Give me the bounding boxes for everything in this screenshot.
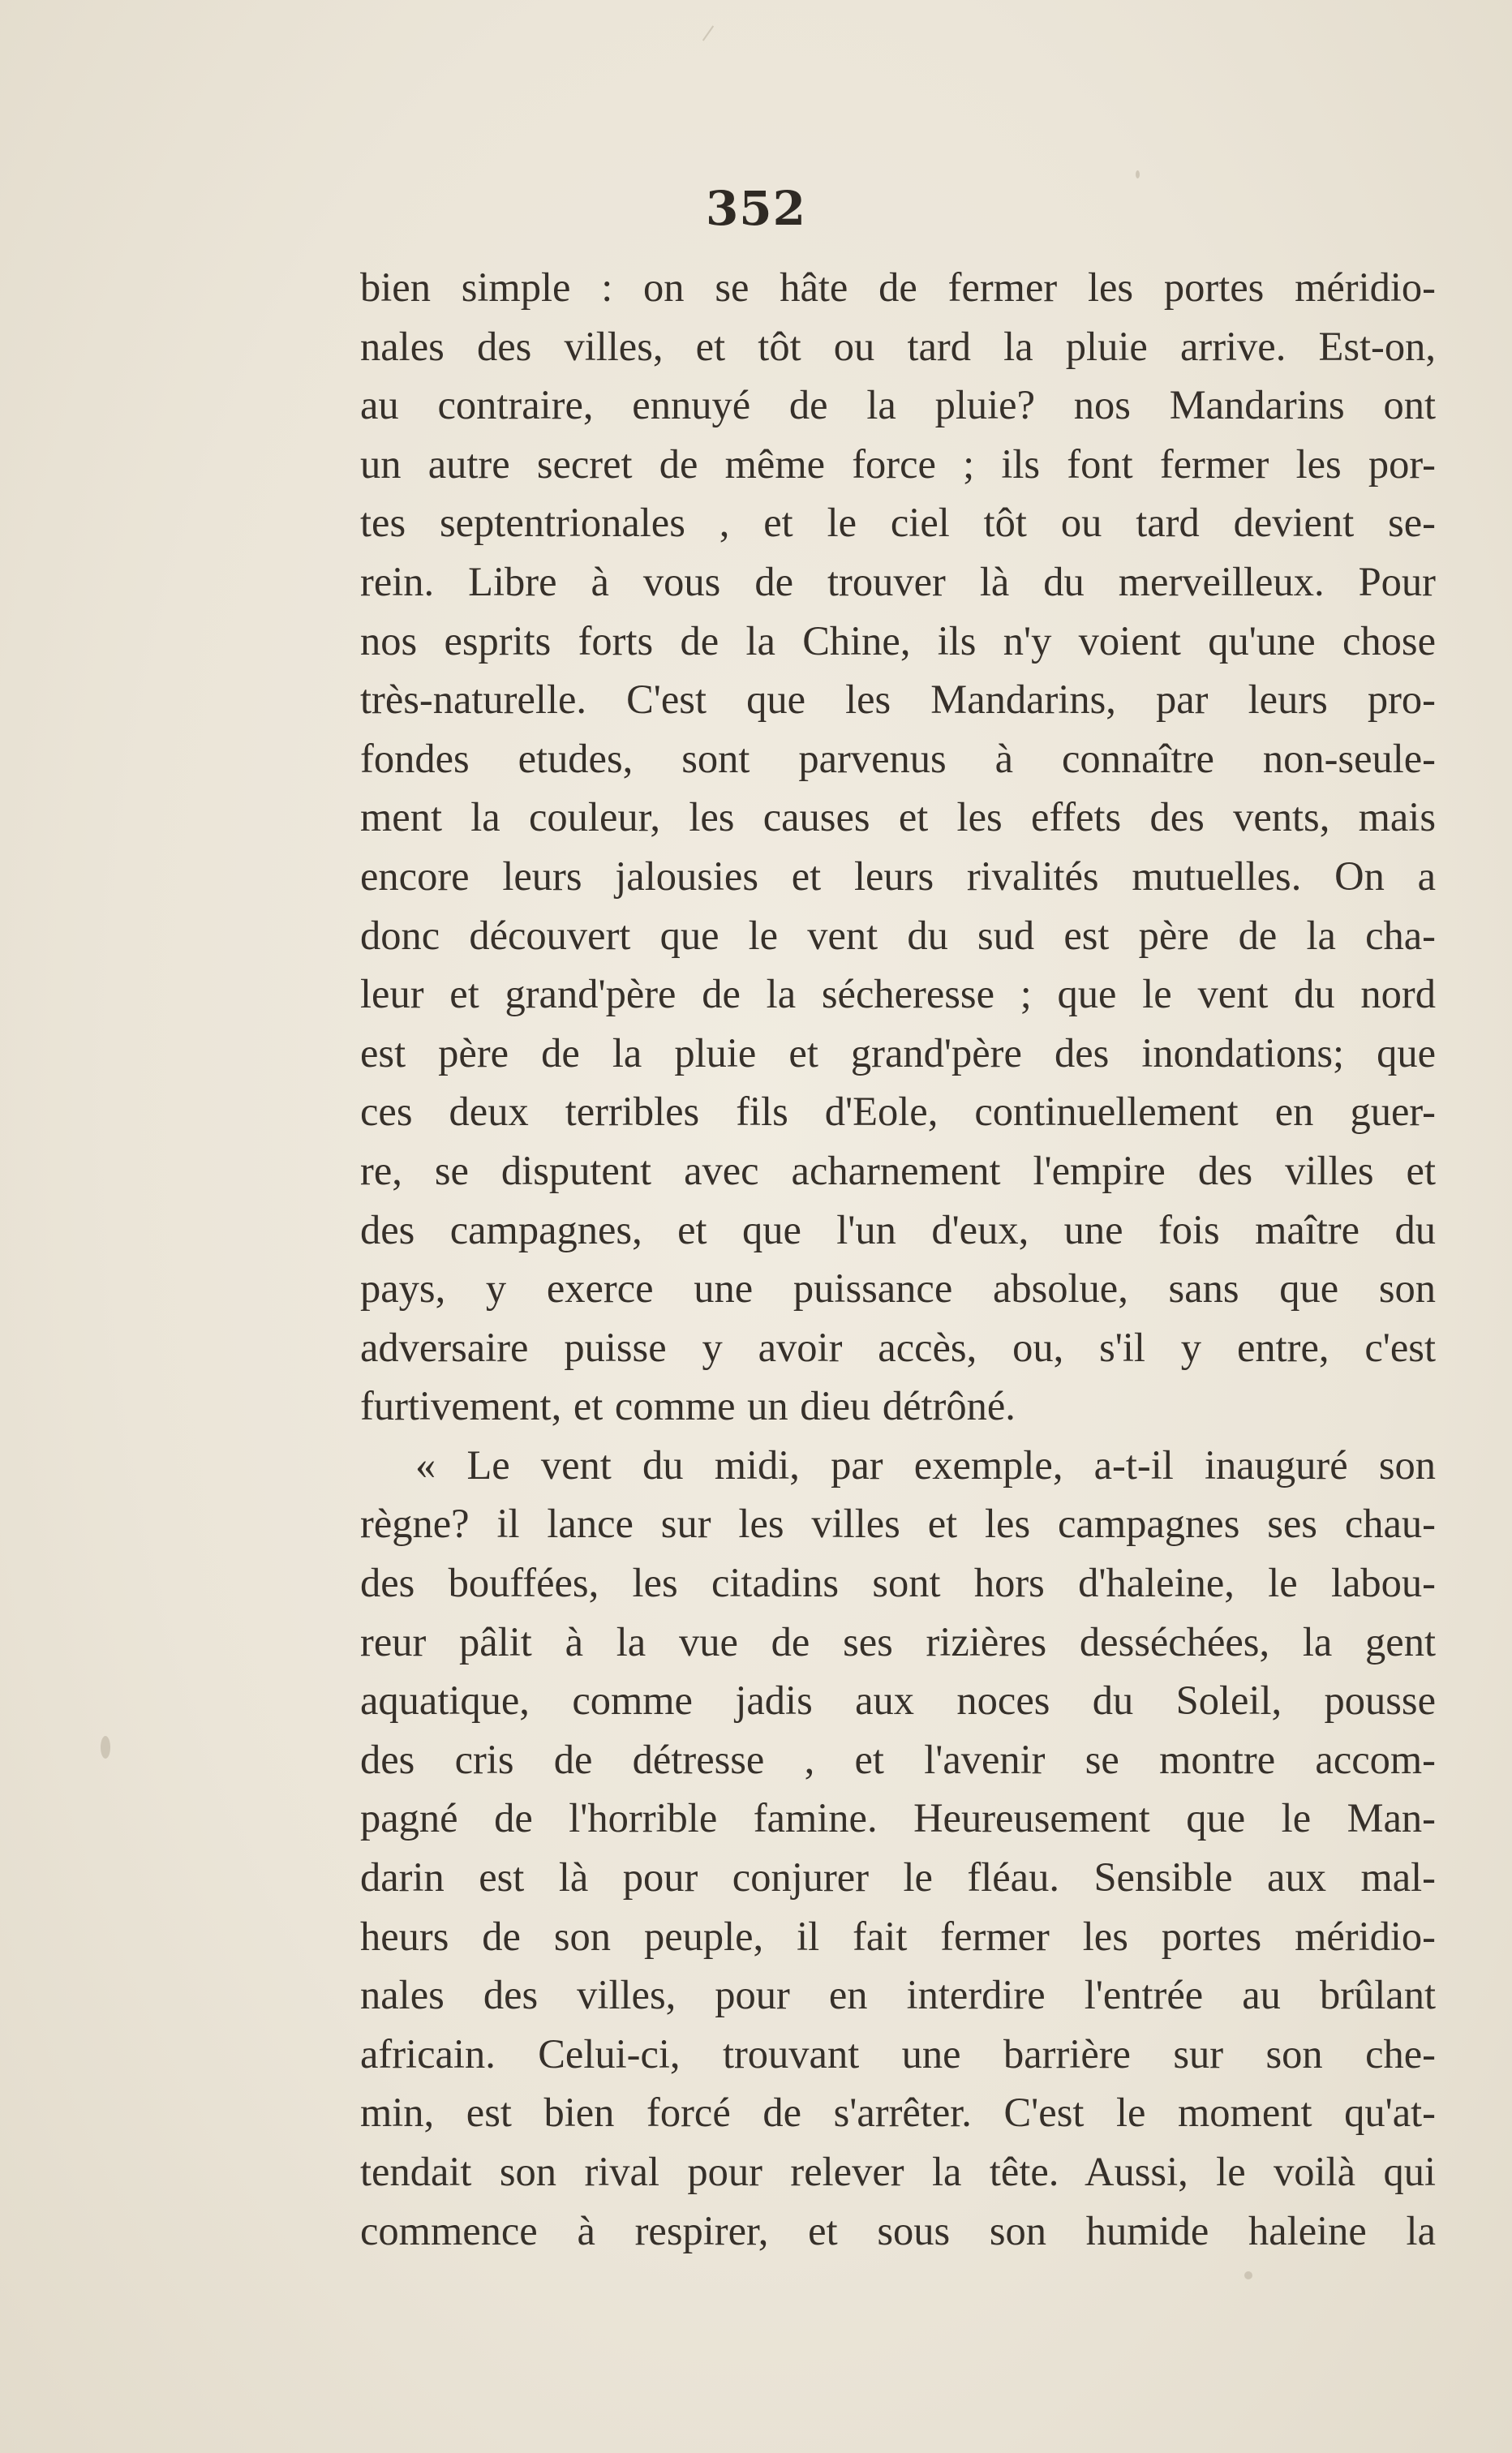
text-line: tes septentrionales , et le ciel tôt ou tard devient se- xyxy=(360,500,1436,546)
text-line: tendait son rival pour relever la tête. Aussi, le voilà qui xyxy=(360,2149,1436,2194)
text-line: règne? il lance sur les villes et les campagnes ses chau- xyxy=(360,1501,1436,1547)
paragraph-end-line: furtivement, et comme un dieu détrôné. xyxy=(360,1383,1016,1429)
paper-scratch xyxy=(702,25,714,41)
text-line: nales des villes, pour en interdire l'entrée au brûlant xyxy=(360,1972,1436,2018)
text-line: encore leurs jalousies et leurs rivalités mutuelles. On a xyxy=(360,853,1436,899)
text-line: des campagnes, et que l'un d'eux, une fois maître du xyxy=(360,1206,1436,1252)
text-line: darin est là pour conjurer le fléau. Sensible aux mal- xyxy=(360,1854,1436,1901)
text-line: commence à respirer, et sous son humide haleine la xyxy=(360,2207,1436,2253)
text-line: donc découvert que le vent du sud est père de la cha- xyxy=(360,912,1436,958)
text-line: adversaire puisse y avoir accès, ou, s'il y entre, c'est xyxy=(360,1324,1436,1370)
text-line: reur pâlit à la vue de ses rizières desséchées, la gent xyxy=(360,1618,1436,1665)
text-line: fondes etudes, sont parvenus à connaître non-seule- xyxy=(360,735,1436,781)
text-line: africain. Celui-ci, trouvant une barrière sur son che- xyxy=(360,2030,1436,2077)
text-line: des bouffées, les citadins sont hors d'haleine, le labou- xyxy=(360,1560,1436,1606)
paper-speck xyxy=(1136,170,1140,178)
page-number: 352 xyxy=(705,181,807,236)
text-line: pays, y exerce une puissance absolue, sans que son xyxy=(360,1265,1436,1312)
text-line: aquatique, comme jadis aux noces du Soleil, pousse xyxy=(360,1678,1436,1724)
text-line: nales des villes, et tôt ou tard la pluie arrive. Est-on, xyxy=(360,323,1436,369)
text-line: pagné de l'horrible famine. Heureusement que le Man- xyxy=(360,1795,1436,1841)
text-line: rein. Libre à vous de trouver là du merveilleux. Pour xyxy=(360,558,1436,604)
body-text xyxy=(360,258,1436,2260)
text-line: est père de la pluie et grand'père des inondations; que xyxy=(360,1029,1436,1076)
text-line: très-naturelle. C'est que les Mandarins, par leurs pro- xyxy=(360,677,1436,723)
paper-speck xyxy=(101,1736,110,1759)
text-line: des cris de détresse , et l'avenir se montre accom- xyxy=(360,1736,1436,1782)
text-line: re, se disputent avec acharnement l'empire des villes et xyxy=(360,1147,1436,1193)
text-line: nos esprits forts de la Chine, ils n'y voient qu'une chose xyxy=(360,617,1436,664)
text-line: ment la couleur, les causes et les effets des vents, mais xyxy=(360,794,1436,840)
paper-speck xyxy=(1244,2271,1252,2279)
text-line: heurs de son peuple, il fait fermer les portes méridio- xyxy=(360,1913,1436,1959)
text-line: au contraire, ennuyé de la pluie? nos Mandarins ont xyxy=(360,382,1436,428)
text-line: leur et grand'père de la sécheresse ; que le vent du nord xyxy=(360,971,1436,1017)
paragraph-start-line: « Le vent du midi, par exemple, a-t-il inauguré son xyxy=(415,1441,1436,1488)
text-line: un autre secret de même force ; ils font fermer les por- xyxy=(360,440,1436,487)
text-line: min, est bien forcé de s'arrêter. C'est le moment qu'at- xyxy=(360,2090,1436,2136)
text-line: ces deux terribles fils d'Eole, continuellement en guer- xyxy=(360,1089,1436,1135)
text-line: bien simple : on se hâte de fermer les portes méridio- xyxy=(360,264,1436,310)
